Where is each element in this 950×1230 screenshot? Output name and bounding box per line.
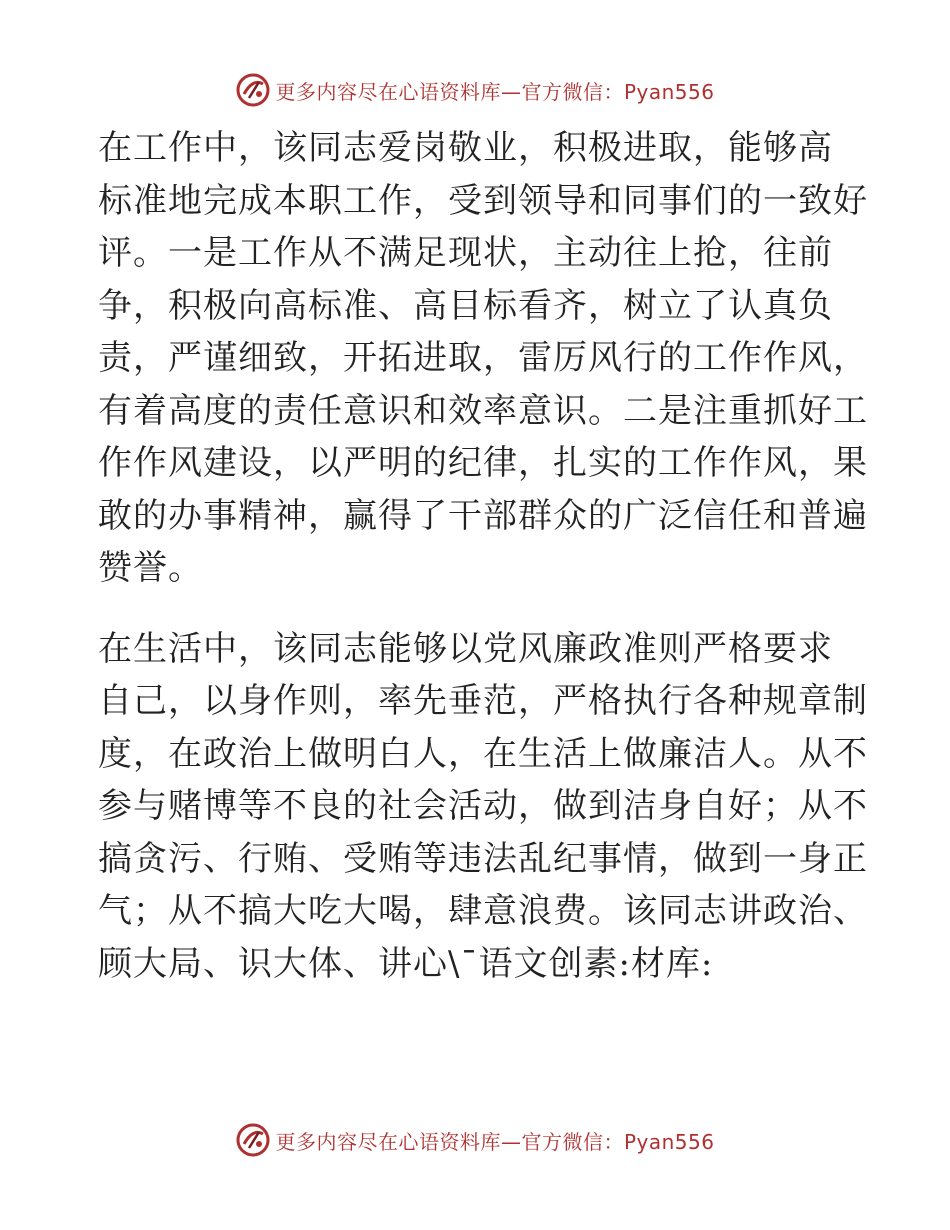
text-line: 作作风建设，以严明的纪律，扎实的工作作风，果 <box>98 443 868 483</box>
footer-watermark-banner <box>0 1120 950 1160</box>
text-line: 顾大局、识大体、讲心\¯语文创素:材库: <box>98 943 714 984</box>
text-line: 搞贪污、行贿、受贿等违法乱纪事情，做到一身正 <box>98 838 868 879</box>
text-line: 评。一是工作从不满足现状，主动往上抢，往前 <box>98 233 833 273</box>
text-line: 参与赌博等不良的社会活动，做到洁身自好；从不 <box>98 786 868 826</box>
text-line: 有着高度的责任意识和效率意识。二是注重抓好工 <box>98 390 868 431</box>
banner-text: 更多内容尽在心语资料库—官方微信：Pyan556 <box>275 1129 715 1154</box>
text-line: 在生活中，该同志能够以党风廉政准则严格要求 <box>98 628 833 669</box>
paragraph-work <box>98 122 868 595</box>
text-line: 标准地完成本职工作，受到领导和同事们的一致好 <box>98 180 868 221</box>
text-line: 赞誉。 <box>98 548 203 588</box>
text-line: 在工作中，该同志爱岗敬业，积极进取，能够高 <box>98 128 833 168</box>
text-line: 争，积极向高标准、高目标看齐，树立了认真负 <box>98 285 833 326</box>
text-line: 度，在政治上做明白人，在生活上做廉洁人。从不 <box>98 733 868 774</box>
text-line: 敢的办事精神，赢得了干部群众的广泛信任和普遍 <box>98 495 868 536</box>
text-line: 自己，以身作则，率先垂范，严格执行各种规章制 <box>98 681 868 721</box>
text-line: 责，严谨细致，开拓进取，雷厉风行的工作作风， <box>98 338 868 378</box>
banner-text: 更多内容尽在心语资料库—官方微信：Pyan556 <box>275 79 715 104</box>
paragraph-life <box>98 623 868 991</box>
header-watermark-banner <box>0 70 950 110</box>
brand-logo-icon <box>235 1122 271 1158</box>
document-body <box>98 122 868 990</box>
text-line: 气；从不搞大吃大喝，肆意浪费。该同志讲政治、 <box>98 891 868 931</box>
brand-logo-icon <box>235 72 271 108</box>
